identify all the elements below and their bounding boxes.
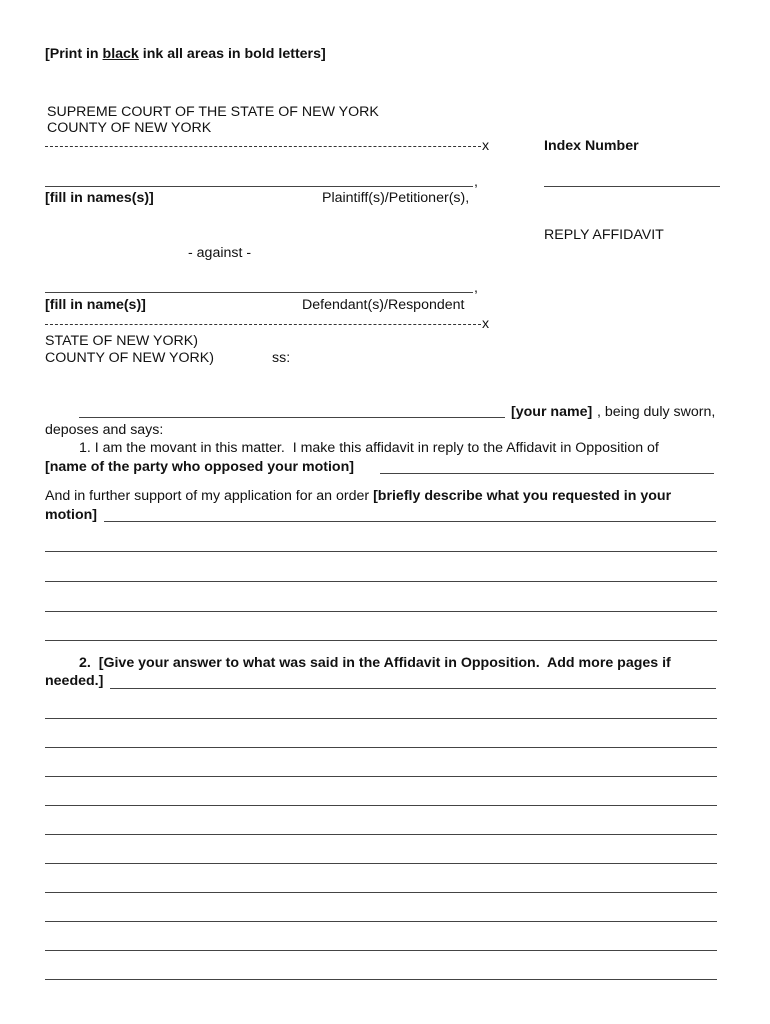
paragraph-1-text: 1. I am the movant in this matter. I make this affidavit in reply to the Affidavit in Opposition of	[79, 440, 659, 456]
further-support-text	[45, 488, 671, 505]
answer-line-5[interactable]	[45, 718, 717, 719]
your-name-label: [your name]	[511, 404, 593, 420]
answer-line-1[interactable]	[45, 551, 717, 552]
paragraph-2-text	[79, 655, 671, 672]
sworn-text: , being duly sworn,	[597, 404, 716, 420]
document-title: REPLY AFFIDAVIT	[544, 227, 664, 243]
print-instruction	[45, 46, 326, 63]
index-number-label: Index Number	[544, 138, 639, 154]
against-label: - against -	[188, 245, 252, 261]
venue-ss: ss:	[272, 350, 291, 366]
venue-state: STATE OF NEW YORK)	[45, 333, 198, 349]
instruction-post: ink all areas in bold letters]	[138, 46, 326, 62]
caption-bottom-x: x	[482, 316, 490, 332]
answer-line-13[interactable]	[45, 950, 717, 951]
defendant-name-line[interactable]	[45, 292, 473, 293]
answer-line-12[interactable]	[45, 921, 717, 922]
paragraph-2-instruction: [Give your answer to what was said in the Affidavit in Opposition. Add more pages if	[98, 655, 671, 671]
answer-line-2[interactable]	[45, 581, 717, 582]
defendant-fill-label: [fill in name(s)]	[45, 297, 146, 313]
paragraph-2-number: 2.	[79, 655, 91, 671]
motion-line[interactable]	[104, 521, 716, 522]
answer-line-7[interactable]	[45, 776, 717, 777]
caption-bottom-separator	[45, 324, 481, 325]
answer-line-6[interactable]	[45, 747, 717, 748]
instruction-pre: [Print in	[45, 46, 103, 62]
needed-line[interactable]	[110, 688, 716, 689]
answer-line-10[interactable]	[45, 863, 717, 864]
answer-line-8[interactable]	[45, 805, 717, 806]
plaintiff-name-line[interactable]	[45, 186, 473, 187]
opposing-party-line[interactable]	[380, 473, 714, 474]
defendant-comma: ,	[474, 280, 478, 296]
caption-top-x: x	[482, 138, 490, 154]
plaintiff-comma: ,	[474, 174, 478, 190]
answer-line-11[interactable]	[45, 892, 717, 893]
venue-county: COUNTY OF NEW YORK)	[45, 350, 214, 366]
plaintiff-fill-label: [fill in names(s)]	[45, 190, 154, 206]
court-name: SUPREME COURT OF THE STATE OF NEW YORK	[47, 104, 379, 120]
answer-line-3[interactable]	[45, 611, 717, 612]
needed-label: needed.]	[45, 673, 104, 689]
defendant-role: Defendant(s)/Respondent	[302, 297, 465, 313]
index-number-line[interactable]	[544, 186, 720, 187]
your-name-line[interactable]	[79, 417, 505, 418]
motion-label: motion]	[45, 507, 98, 523]
court-county: COUNTY OF NEW YORK	[47, 120, 212, 136]
plaintiff-role: Plaintiff(s)/Petitioner(s),	[322, 190, 470, 206]
further-support-bold: [briefly describe what you requested in your	[373, 488, 672, 504]
deposes-text: deposes and says:	[45, 422, 164, 438]
instruction-black: black	[102, 46, 139, 62]
opposing-party-label: [name of the party who opposed your motion]	[45, 459, 354, 475]
answer-line-4[interactable]	[45, 640, 717, 641]
further-support-plain: And in further support of my application for an order	[45, 488, 370, 504]
answer-line-14[interactable]	[45, 979, 717, 980]
caption-top-separator	[45, 146, 481, 147]
answer-line-9[interactable]	[45, 834, 717, 835]
